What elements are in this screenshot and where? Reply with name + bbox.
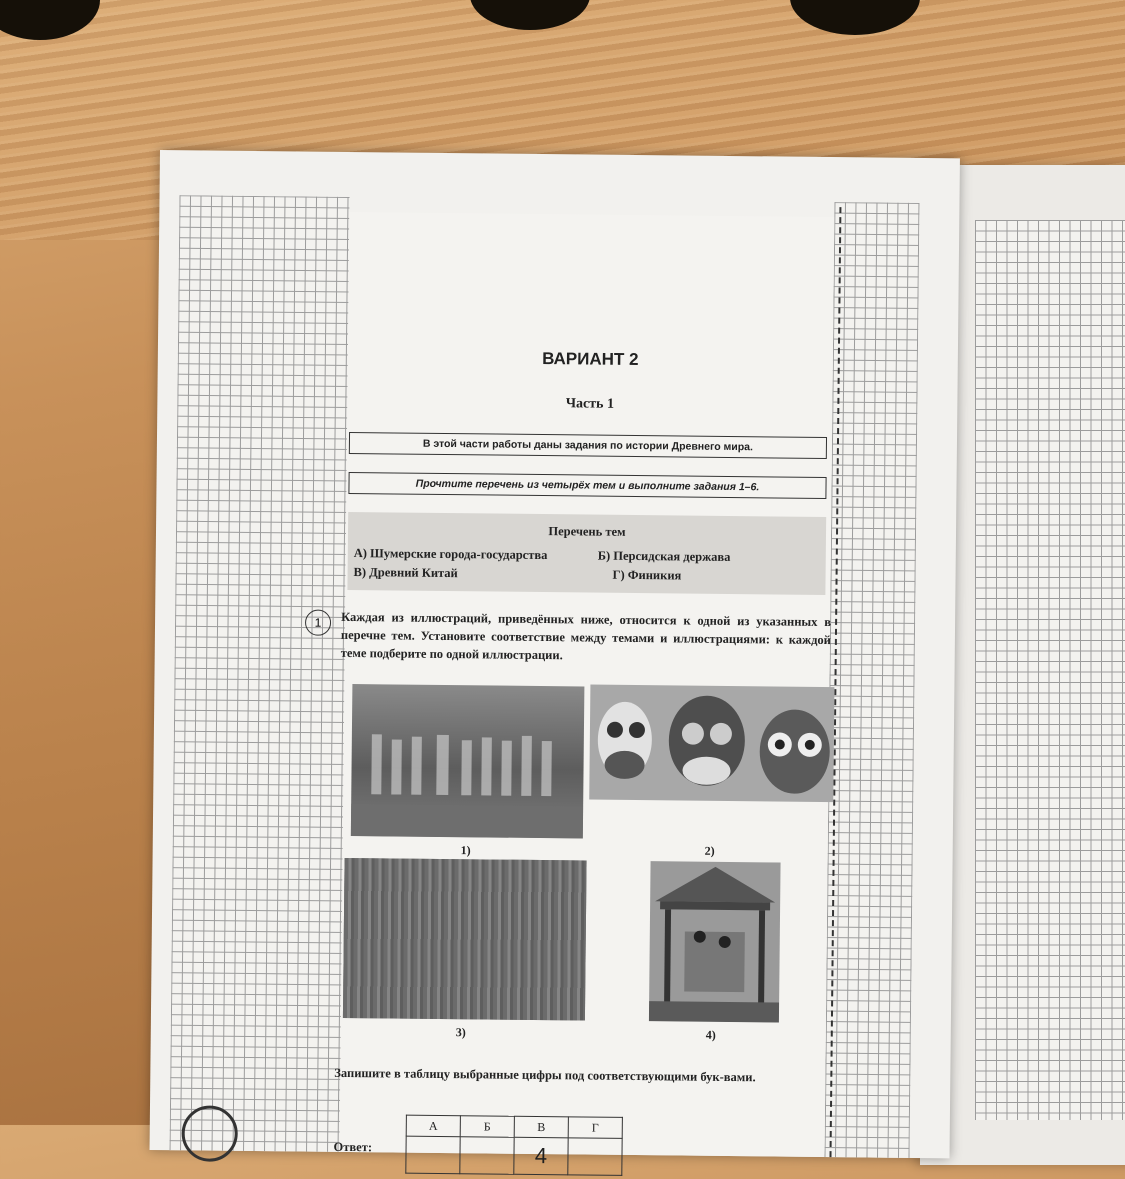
answer-label: Ответ: bbox=[333, 1139, 373, 1155]
caption-1: 1) bbox=[460, 843, 471, 858]
answer-table-values bbox=[406, 1136, 622, 1175]
variant-title: ВАРИАНТ 2 bbox=[542, 349, 639, 370]
illustration-masks bbox=[589, 685, 834, 803]
answer-cell-a[interactable] bbox=[406, 1136, 460, 1174]
second-page-grid bbox=[975, 220, 1125, 1120]
caption-2: 2) bbox=[704, 843, 715, 858]
intro-note: В этой части работы даны задания по истории Древнего мира. bbox=[349, 432, 827, 459]
illustration-cuneiform bbox=[343, 858, 587, 1021]
topic-v: В) Древний Китай bbox=[353, 565, 458, 581]
answer-table bbox=[405, 1115, 623, 1176]
header-a: А bbox=[406, 1115, 460, 1137]
exam-page bbox=[150, 150, 960, 1169]
instructions-note: Прочтите перечень из четырёх тем и выполните задания 1–6. bbox=[348, 472, 826, 499]
question-number: 1 bbox=[305, 610, 331, 636]
masks-figures bbox=[589, 685, 834, 803]
left-margin-grid bbox=[170, 195, 350, 1152]
topic-g: Г) Финикия bbox=[612, 567, 682, 583]
header-v: В bbox=[514, 1116, 568, 1138]
illustration-relief bbox=[351, 684, 585, 838]
answer-cell-v[interactable]: 4 bbox=[514, 1137, 568, 1175]
question-text: Каждая из иллюстраций, приведённых ниже, относится к одной из указанных в перечне тем. Установите соответствие между темами и иллюстрациями: к каждой теме подберите по одной иллюстрации. bbox=[340, 609, 832, 663]
caption-3: 3) bbox=[455, 1025, 466, 1040]
caption-4: 4) bbox=[705, 1027, 716, 1042]
part-title: Часть 1 bbox=[565, 396, 615, 412]
topic-a: А) Шумерские города-государства bbox=[353, 546, 548, 563]
topics-list bbox=[347, 512, 826, 595]
answer-instruction: Запишите в таблицу выбранные цифры под соответствующими бук-вами. bbox=[334, 1065, 756, 1085]
header-b: Б bbox=[460, 1116, 514, 1138]
answer-cell-g[interactable] bbox=[568, 1138, 622, 1176]
illustration-chinese-painting bbox=[649, 861, 781, 1022]
answer-table-header bbox=[406, 1115, 622, 1138]
topics-heading: Перечень тем bbox=[548, 524, 626, 539]
binder-ring bbox=[181, 1105, 238, 1162]
exam-content bbox=[314, 212, 835, 1169]
topic-b: Б) Персидская держава bbox=[597, 548, 731, 564]
header-g: Г bbox=[568, 1117, 622, 1139]
answer-cell-b[interactable] bbox=[460, 1137, 514, 1175]
painting-figures bbox=[649, 861, 781, 1022]
relief-figures bbox=[351, 684, 585, 838]
